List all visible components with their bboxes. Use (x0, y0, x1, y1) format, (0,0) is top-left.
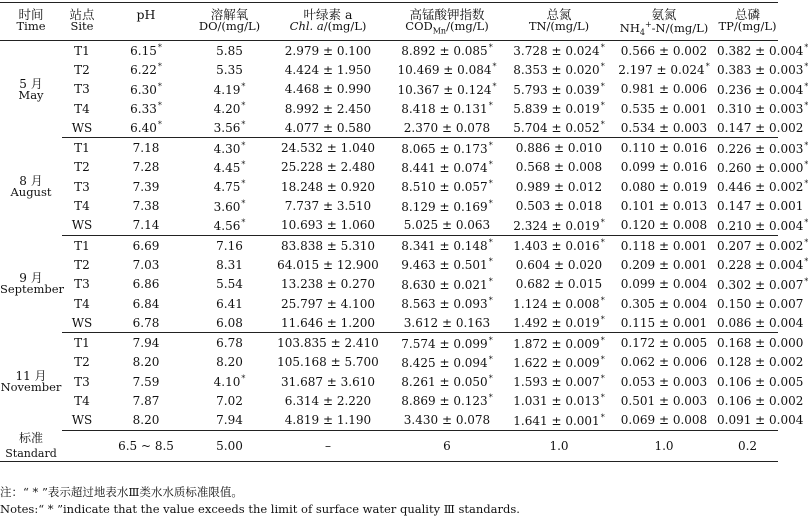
standard-cod: 6 (387, 430, 507, 462)
chla-value-cell: 11.646 ± 1.200 (269, 313, 387, 333)
tp-value-cell: 0.228 ± 0.004* (717, 257, 808, 273)
ph-value-cell: 6.86 (132, 277, 160, 292)
exceeds-standard-marker: * (600, 296, 605, 305)
nh4-value-cell: 0.981 ± 0.006 (620, 82, 708, 97)
tn-value-cell: 1.872 ± 0.009* (513, 335, 605, 351)
exceeds-standard-marker: * (600, 374, 605, 384)
site-cell: T3 (74, 82, 90, 97)
site-cell: T3 (74, 374, 90, 389)
exceeds-standard-marker: * (241, 120, 246, 130)
month-label: 9 月 September (0, 271, 65, 297)
col-header-tn-zh: 总氮 (507, 3, 611, 22)
site-cell: T4 (74, 199, 90, 214)
site-cell: T1 (74, 336, 90, 351)
exceeds-standard-marker: * (488, 374, 493, 384)
ph-value-cell: 7.94 (132, 336, 160, 351)
do-value-cell: 4.75* (213, 179, 246, 195)
exceeds-standard-marker: * (804, 101, 808, 111)
table-row (0, 60, 778, 79)
table-row (0, 255, 778, 274)
do-value-cell: 3.60* (213, 198, 246, 214)
tp-value-cell: 0.446 ± 0.002* (717, 179, 808, 195)
tp-value-cell: 0.128 ± 0.002 (717, 355, 804, 370)
do-value-cell: 4.56* (190, 216, 269, 236)
tp-value-cell: 0.091 ± 0.004 (717, 411, 778, 431)
col-header-nh4-zh: 氨氮 (611, 3, 717, 22)
do-value-cell: 5.85 (216, 43, 243, 58)
chla-value-cell: 25.228 ± 2.480 (280, 160, 376, 175)
do-value-cell: 6.08 (190, 313, 269, 333)
tp-value-cell: 0.207 ± 0.002* (717, 238, 808, 254)
col-header-chla-zh: 叶绿素 a (269, 3, 387, 22)
water-quality-table (0, 2, 808, 462)
col-header-tn-en: TN/(mg/L) (507, 21, 611, 41)
nh4-value-cell: 0.501 ± 0.003 (620, 393, 708, 408)
tp-value-cell: 0.310 ± 0.003* (717, 101, 808, 117)
ph-value-cell: 6.40* (102, 118, 190, 138)
exceeds-standard-marker: * (488, 198, 493, 208)
nh4-value-cell: 0.062 ± 0.006 (620, 355, 708, 370)
site-cell: T4 (74, 296, 90, 311)
exceeds-standard-marker: * (488, 335, 493, 345)
exceeds-standard-marker: * (804, 238, 808, 248)
tn-value-cell: 1.641 ± 0.001* (507, 411, 611, 431)
ph-value-cell: 7.28 (132, 160, 160, 175)
do-value-cell: 6.78 (216, 336, 243, 351)
cod-value-cell: 3.612 ± 0.163 (387, 313, 507, 333)
nh4-value-cell: 0.069 ± 0.008 (611, 411, 717, 431)
exceeds-standard-marker: * (241, 159, 246, 169)
col-header-ph-en (102, 21, 190, 41)
chla-value-cell: 6.314 ± 2.220 (284, 393, 372, 408)
tp-value-cell: 0.150 ± 0.007 (717, 296, 804, 311)
exceeds-standard-marker: * (488, 393, 493, 403)
exceeds-standard-marker: * (241, 81, 246, 91)
tp-value-cell: 0.382 ± 0.004* (717, 43, 808, 59)
cod-value-cell: 5.025 ± 0.063 (387, 216, 507, 236)
exceeds-standard-marker: * (488, 257, 493, 267)
cod-value-cell: 8.065 ± 0.173* (401, 140, 493, 156)
site-cell: WS (62, 313, 102, 333)
col-header-nh4-en: $NH_4^+-N/(mg/L)$ (611, 21, 717, 41)
do-value-cell: 5.35 (216, 62, 243, 77)
chla-value-cell: 18.248 ± 0.920 (280, 179, 376, 194)
tn-value-cell: 2.324 ± 0.019* (507, 216, 611, 236)
col-header-site-en: Site (62, 21, 102, 41)
month-group (0, 138, 808, 235)
tn-value-cell: 0.568 ± 0.008 (515, 160, 603, 175)
chla-value-cell: 4.077 ± 0.580 (269, 118, 387, 138)
chla-value-cell: 103.835 ± 2.410 (277, 336, 379, 351)
chla-value-cell: 4.468 ± 0.990 (284, 82, 372, 97)
exceeds-standard-marker: * (241, 101, 246, 111)
exceeds-standard-marker: * (804, 257, 808, 267)
tn-value-cell: 0.886 ± 0.010 (515, 141, 603, 156)
tp-value-cell: 0.383 ± 0.003* (717, 62, 808, 78)
nh4-value-cell: 0.053 ± 0.003 (620, 374, 708, 389)
exceeds-standard-marker: * (600, 238, 605, 248)
nh4-value-cell: 0.080 ± 0.019 (620, 179, 708, 194)
site-cell: WS (62, 411, 102, 431)
cod-value-cell: 9.463 ± 0.501* (401, 257, 493, 273)
tp-value-cell: 0.236 ± 0.004* (717, 81, 808, 97)
exceeds-standard-marker: * (488, 238, 493, 248)
exceeds-standard-marker: * (705, 62, 710, 72)
nh4-value-cell: 2.197 ± 0.024* (618, 62, 710, 78)
note-chinese: 注：“ * ”表示超过地表水Ⅲ类水水质标准限值。 (0, 485, 243, 499)
nh4-value-cell: 0.099 ± 0.004 (620, 277, 708, 292)
ph-value-cell: 6.84 (132, 296, 160, 311)
exceeds-standard-marker: * (488, 296, 493, 305)
tn-value-cell: 1.124 ± 0.008* (513, 296, 605, 311)
exceeds-standard-marker: * (804, 62, 808, 72)
cod-value-cell: 8.129 ± 0.169* (401, 198, 493, 214)
col-header-tp-en: TP/(mg/L) (717, 21, 778, 41)
ph-value-cell: 6.33* (130, 101, 162, 117)
chla-value-cell: 10.693 ± 1.060 (269, 216, 387, 236)
month-label: 11 月 November (0, 368, 62, 394)
tp-value-cell: 0.260 ± 0.000* (717, 159, 808, 175)
cod-value-cell: 8.441 ± 0.074* (401, 159, 493, 175)
do-value-cell: 7.94 (190, 411, 269, 431)
ph-value-cell: 7.14 (102, 216, 190, 236)
exceeds-standard-marker: * (600, 120, 605, 130)
table-row (0, 235, 778, 255)
exceeds-standard-marker: * (804, 81, 808, 91)
table-row (0, 177, 778, 196)
month-group (0, 41, 808, 138)
cod-value-cell: 8.563 ± 0.093* (401, 296, 493, 311)
tn-value-cell: 5.839 ± 0.019* (513, 101, 605, 117)
exceeds-standard-marker: * (157, 101, 162, 111)
tp-value-cell: 0.168 ± 0.000 (717, 336, 804, 351)
do-value-cell: 4.20* (213, 101, 246, 117)
exceeds-standard-marker: * (600, 315, 605, 325)
tp-value-cell: 0.106 ± 0.002 (717, 393, 804, 408)
cod-value-cell: 8.892 ± 0.085* (401, 43, 493, 59)
exceeds-standard-marker: * (488, 276, 493, 286)
standard-nh4: 1.0 (611, 430, 717, 462)
chla-value-cell: 4.819 ± 1.190 (269, 411, 387, 431)
tn-value-cell: 0.989 ± 0.012 (515, 179, 603, 194)
tn-value-cell: 5.793 ± 0.039* (513, 81, 605, 97)
exceeds-standard-marker: * (241, 217, 246, 227)
nh4-value-cell: 0.172 ± 0.005 (620, 336, 708, 351)
table-row (0, 294, 778, 313)
ph-value-cell: 6.22* (130, 62, 162, 78)
do-value-cell: 6.41 (216, 296, 243, 311)
nh4-value-cell: 0.099 ± 0.016 (620, 160, 708, 175)
tn-value-cell: 1.593 ± 0.007* (513, 374, 605, 390)
table-row (0, 118, 778, 138)
chla-value-cell: 105.168 ± 5.700 (277, 355, 379, 370)
table-row (0, 333, 778, 353)
site-cell: T1 (74, 141, 90, 156)
col-header-site-zh: 站点 (62, 3, 102, 22)
exceeds-standard-marker: * (488, 354, 493, 364)
exceeds-standard-marker: * (600, 354, 605, 364)
tp-value-cell: 0.147 ± 0.002 (717, 118, 778, 138)
site-cell: WS (62, 216, 102, 236)
col-header-cod-zh: 高锰酸钾指数 (387, 3, 507, 22)
tn-value-cell: 1.031 ± 0.013* (513, 393, 605, 409)
exceeds-standard-marker: * (804, 179, 808, 189)
chla-value-cell: 7.737 ± 3.510 (284, 199, 372, 214)
chla-value-cell: 64.015 ± 12.900 (277, 257, 379, 272)
nh4-value-cell: 0.566 ± 0.002 (620, 43, 708, 58)
cod-value-cell: 8.869 ± 0.123* (401, 393, 493, 409)
col-header-do-en: DO/(mg/L) (190, 21, 269, 41)
col-header-time-en: Time (0, 21, 62, 41)
nh4-value-cell: 0.305 ± 0.004 (620, 296, 708, 311)
col-header-chla-en: Chl. a/(mg/L) (269, 21, 387, 41)
do-value-cell: 4.19* (213, 81, 246, 97)
col-header-time-zh: 时间 (0, 3, 62, 22)
exceeds-standard-marker: * (804, 140, 808, 150)
exceeds-standard-marker: * (804, 217, 808, 227)
tn-value-cell: 1.622 ± 0.009* (513, 354, 605, 370)
tp-value-cell: 0.147 ± 0.001 (717, 199, 804, 214)
ph-value-cell: 7.39 (132, 179, 160, 194)
site-cell: T1 (74, 238, 90, 253)
tn-value-cell: 1.492 ± 0.019* (507, 313, 611, 333)
cod-value-cell: 10.469 ± 0.084* (397, 62, 497, 78)
do-value-cell: 7.16 (216, 238, 243, 253)
chla-value-cell: 24.532 ± 1.040 (280, 141, 376, 156)
tn-value-cell: 8.353 ± 0.020* (513, 62, 605, 78)
ph-value-cell: 6.30* (130, 81, 162, 97)
do-value-cell: 4.30* (213, 140, 246, 156)
nh4-value-cell: 0.101 ± 0.013 (620, 199, 708, 214)
col-header-cod-en: $COD_{Mn}/(mg/L)$ (387, 21, 507, 41)
table-row (0, 41, 778, 61)
table-row (0, 313, 778, 333)
tn-value-cell: 0.604 ± 0.020 (515, 257, 603, 272)
site-cell: WS (62, 118, 102, 138)
ph-value-cell: 8.20 (132, 355, 160, 370)
exceeds-standard-marker: * (488, 179, 493, 189)
month-label: 5 月 May (18, 76, 44, 102)
site-cell: T2 (74, 62, 90, 77)
tn-value-cell: 3.728 ± 0.024* (513, 43, 605, 59)
table-row (0, 196, 778, 215)
ph-value-cell: 7.03 (132, 257, 160, 272)
ph-value-cell: 7.59 (132, 374, 160, 389)
ph-value-cell: 6.78 (102, 313, 190, 333)
exceeds-standard-marker: * (600, 412, 605, 422)
do-value-cell: 8.31 (216, 257, 243, 272)
exceeds-standard-marker: * (600, 393, 605, 403)
site-cell: T4 (74, 101, 90, 116)
exceeds-standard-marker: * (492, 81, 497, 91)
exceeds-standard-marker: * (157, 120, 162, 130)
table-row (0, 372, 778, 391)
cod-value-cell: 8.261 ± 0.050* (401, 374, 493, 390)
month-group (0, 333, 804, 430)
do-value-cell: 8.20 (216, 355, 243, 370)
exceeds-standard-marker: * (804, 43, 808, 53)
chla-value-cell: 13.238 ± 0.270 (280, 277, 376, 292)
tp-value-cell: 0.302 ± 0.007* (717, 276, 808, 292)
chla-value-cell: 8.992 ± 2.450 (284, 101, 372, 116)
ph-value-cell: 6.69 (132, 238, 160, 253)
site-cell: T3 (74, 277, 90, 292)
chla-value-cell: 25.797 ± 4.100 (280, 296, 376, 311)
ph-value-cell: 7.38 (132, 199, 160, 214)
site-cell: T2 (74, 257, 90, 272)
exceeds-standard-marker: * (600, 81, 605, 91)
ph-value-cell: 6.15* (130, 43, 162, 59)
cod-value-cell: 8.425 ± 0.094* (401, 354, 493, 370)
chla-value-cell: 83.838 ± 5.310 (280, 238, 376, 253)
nh4-value-cell: 0.120 ± 0.008 (611, 216, 717, 236)
header-row-english (0, 21, 778, 41)
exceeds-standard-marker: * (488, 101, 493, 111)
tn-value-cell: 0.682 ± 0.015 (515, 277, 603, 292)
cod-value-cell: 8.630 ± 0.021* (401, 276, 493, 292)
cod-value-cell: 2.370 ± 0.078 (387, 118, 507, 138)
tn-value-cell: 1.403 ± 0.016* (513, 238, 605, 254)
site-cell: T4 (74, 393, 90, 408)
table-row (0, 80, 778, 99)
do-value-cell: 7.02 (216, 393, 243, 408)
col-header-ph: pH (102, 3, 190, 22)
chla-value-cell: 31.687 ± 3.610 (280, 374, 376, 389)
exceeds-standard-marker: * (600, 43, 605, 53)
tn-value-cell: 5.704 ± 0.052* (507, 118, 611, 138)
standard-ph: 6.5 ~ 8.5 (102, 430, 190, 462)
site-cell: T2 (74, 160, 90, 175)
ph-value-cell: 8.20 (102, 411, 190, 431)
col-header-tp-zh: 总磷 (717, 3, 778, 22)
ph-value-cell: 7.87 (132, 393, 160, 408)
site-cell: T3 (74, 179, 90, 194)
cod-value-cell: 7.574 ± 0.099* (401, 335, 493, 351)
exceeds-standard-marker: * (600, 217, 605, 227)
standard-chla: – (269, 430, 387, 462)
nh4-value-cell: 0.110 ± 0.016 (620, 141, 708, 156)
header-row-chinese (0, 3, 778, 22)
exceeds-standard-marker: * (241, 179, 246, 189)
exceeds-standard-marker: * (241, 140, 246, 150)
exceeds-standard-marker: * (488, 140, 493, 150)
table-row (0, 138, 778, 158)
exceeds-standard-marker: * (600, 101, 605, 111)
nh4-value-cell: 0.118 ± 0.001 (620, 238, 708, 253)
exceeds-standard-marker: * (804, 159, 808, 169)
chla-value-cell: 2.979 ± 0.100 (284, 43, 372, 58)
do-value-cell: 4.10* (213, 374, 246, 390)
exceeds-standard-marker: * (492, 62, 497, 72)
cod-value-cell: 8.418 ± 0.131* (401, 101, 493, 117)
exceeds-standard-marker: * (488, 43, 493, 53)
cod-value-cell: 8.510 ± 0.057* (401, 179, 493, 195)
exceeds-standard-marker: * (241, 374, 246, 384)
site-cell: T1 (74, 43, 90, 58)
table-row (0, 158, 778, 177)
ph-value-cell: 7.18 (132, 141, 160, 156)
tp-value-cell: 0.210 ± 0.004* (717, 216, 778, 236)
chla-value-cell: 4.424 ± 1.950 (284, 62, 372, 77)
exceeds-standard-marker: * (157, 81, 162, 91)
nh4-value-cell: 0.535 ± 0.001 (620, 101, 708, 116)
exceeds-standard-marker: * (157, 62, 162, 72)
cod-value-cell: 3.430 ± 0.078 (387, 411, 507, 431)
do-value-cell: 4.45* (213, 159, 246, 175)
exceeds-standard-marker: * (804, 276, 808, 286)
tp-value-cell: 0.106 ± 0.005 (717, 374, 804, 389)
table-row (0, 353, 778, 372)
month-label: 8 月 August (10, 173, 52, 199)
site-cell: T2 (74, 355, 90, 370)
note-english: Notes:“ * ”indicate that the value exceeds the limit of surface water quality Ⅲ standards. (0, 502, 520, 516)
tp-value-cell: 0.226 ± 0.003* (717, 140, 808, 156)
table-row (0, 275, 778, 294)
table-row (0, 99, 778, 118)
tp-value-cell: 0.086 ± 0.004 (717, 313, 778, 333)
cod-value-cell: 10.367 ± 0.124* (397, 81, 497, 97)
do-value-cell: 3.56* (190, 118, 269, 138)
table-row (0, 411, 778, 431)
exceeds-standard-marker: * (488, 159, 493, 169)
exceeds-standard-marker: * (600, 62, 605, 72)
exceeds-standard-marker: * (241, 198, 246, 208)
standard-label: 标准 Standard (0, 430, 62, 462)
nh4-value-cell: 0.534 ± 0.003 (611, 118, 717, 138)
col-header-do-zh: 溶解氧 (190, 3, 269, 22)
standard-tp: 0.2 (717, 430, 778, 462)
standard-do: 5.00 (190, 430, 269, 462)
exceeds-standard-marker: * (157, 43, 162, 53)
table-row (0, 216, 778, 236)
tn-value-cell: 0.503 ± 0.018 (515, 199, 603, 214)
do-value-cell: 5.54 (216, 277, 243, 292)
standard-tn: 1.0 (507, 430, 611, 462)
nh4-value-cell: 0.209 ± 0.001 (620, 257, 708, 272)
exceeds-standard-marker: * (600, 335, 605, 345)
table-row (0, 391, 778, 410)
cod-value-cell: 8.341 ± 0.148* (401, 238, 493, 254)
nh4-value-cell: 0.115 ± 0.001 (611, 313, 717, 333)
month-group (0, 235, 808, 332)
